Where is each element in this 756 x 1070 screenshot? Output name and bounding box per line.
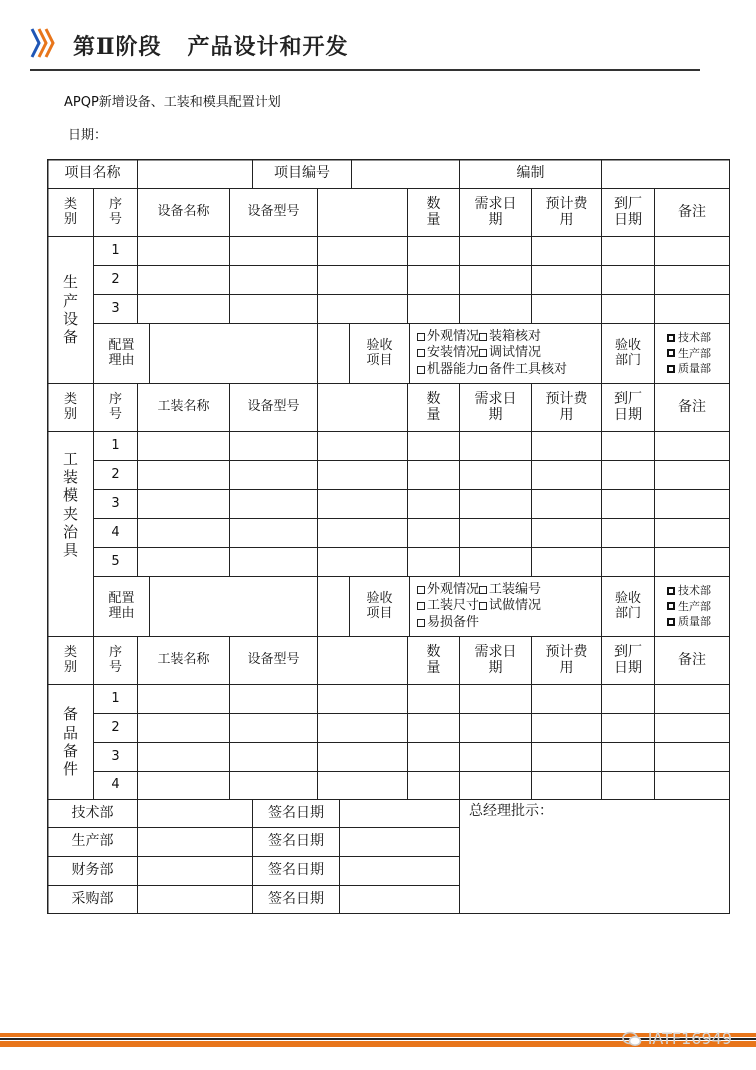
est-cost-header: 预计费 用	[545, 196, 588, 228]
checkbox[interactable]	[667, 349, 675, 357]
date-label: 日期：	[68, 128, 108, 143]
checkbox[interactable]	[667, 602, 675, 610]
acceptance-items-list	[417, 577, 601, 636]
remarks-header: 备注	[678, 203, 706, 220]
checkbox[interactable]	[667, 334, 675, 342]
label-char: 工	[62, 449, 78, 468]
equipment-name-header: 设备名称	[157, 204, 210, 220]
serial-header: 序 号	[108, 392, 122, 422]
arrival-header: 到厂 日期	[614, 391, 642, 423]
gm-approval-label: 总经理批示：	[469, 803, 553, 819]
section2-category-label	[48, 432, 93, 577]
category-header: 类 别	[63, 392, 77, 422]
label-char: 备	[62, 742, 78, 760]
dept-label: 质量部	[678, 362, 711, 376]
option-label: 工装尺寸	[427, 598, 480, 614]
arrival-header: 到厂 日期	[614, 644, 642, 676]
option-label: 备件工具核对	[489, 361, 568, 377]
label-char: 模	[62, 486, 78, 505]
category-header: 类 别	[63, 197, 77, 227]
serial-header: 序 号	[108, 197, 122, 227]
project-name-input[interactable]	[138, 160, 252, 188]
checkbox[interactable]	[417, 602, 425, 610]
checkbox[interactable]	[667, 587, 675, 595]
label-char: 备	[62, 705, 78, 724]
option-label: 外观情况	[427, 329, 480, 345]
header-chevrons-icon	[30, 26, 58, 60]
tooling-name-header: 工装名称	[157, 652, 210, 668]
option-label: 外观情况	[427, 582, 480, 598]
option-label: 安装情况	[427, 345, 480, 361]
sign-date-label: 签名日期	[268, 890, 324, 907]
watermark	[622, 1029, 732, 1048]
project-no-input[interactable]	[352, 160, 459, 188]
table-row-serial: 4	[111, 777, 120, 793]
table-row-serial: 3	[111, 748, 120, 764]
project-name-label: 项目名称	[64, 165, 121, 182]
checkbox[interactable]	[667, 365, 675, 373]
sign-date-label: 签名日期	[268, 804, 324, 821]
label-char: 件	[62, 760, 78, 779]
model-header: 设备型号	[247, 399, 300, 415]
checkbox[interactable]	[417, 619, 425, 627]
est-cost-header: 预计费 用	[545, 644, 588, 676]
table-row-serial: 2	[111, 271, 120, 287]
sign-dept-production: 生产部	[71, 833, 114, 850]
label-char: 生	[62, 273, 78, 292]
option-label: 易损备件	[427, 614, 480, 630]
option-label: 工装编号	[489, 582, 542, 598]
serial-header: 序 号	[108, 645, 122, 675]
label-char: 品	[62, 723, 78, 742]
dept-label: 技术部	[678, 584, 711, 598]
checkbox[interactable]	[479, 333, 487, 341]
acceptance-dept-list	[667, 324, 729, 383]
need-date-header: 需求日 期	[474, 196, 517, 228]
page-title: 第Ⅱ阶段 产品设计和开发	[73, 34, 349, 60]
checkbox[interactable]	[479, 586, 487, 594]
label-char: 治	[62, 522, 78, 541]
dept-label: 生产部	[678, 346, 711, 360]
label-char: 装	[62, 467, 78, 486]
dept-label: 质量部	[678, 615, 711, 629]
table-row-serial: 4	[111, 524, 120, 540]
document-subtitle: APQP新增设备、工装和模具配置计划	[64, 95, 281, 110]
table-row-serial: 2	[111, 466, 120, 482]
dept-label: 技术部	[678, 331, 711, 345]
prepared-input[interactable]	[602, 160, 729, 188]
table-row-serial: 3	[111, 495, 120, 511]
sign-dept-purchasing: 采购部	[71, 890, 114, 907]
model-header: 设备型号	[247, 204, 300, 220]
option-label: 装箱核对	[489, 329, 542, 345]
acceptance-dept-list	[667, 577, 729, 636]
label-char: 具	[62, 541, 78, 560]
config-reason-label: 配置 理由	[108, 338, 135, 368]
label-char: 夹	[62, 504, 78, 523]
table-row-serial: 3	[111, 300, 120, 316]
checkbox[interactable]	[417, 333, 425, 341]
est-cost-header: 预计费 用	[545, 391, 588, 423]
project-no-label: 项目编号	[274, 165, 330, 182]
qty-header: 数 量	[426, 391, 441, 423]
config-plan-form	[47, 159, 730, 914]
acceptance-dept-label: 验收 部门	[614, 338, 641, 368]
checkbox[interactable]	[417, 586, 425, 594]
acceptance-items-list	[417, 324, 601, 383]
qty-header: 数 量	[426, 644, 441, 676]
need-date-header: 需求日 期	[474, 644, 517, 676]
acceptance-items-label: 验收 项目	[366, 591, 393, 621]
label-char: 产	[62, 291, 78, 310]
section1-category-label	[48, 237, 93, 383]
checkbox[interactable]	[417, 366, 425, 374]
checkbox[interactable]	[479, 366, 487, 374]
table-row-serial: 5	[111, 553, 120, 569]
header-divider	[30, 69, 700, 71]
sign-dept-finance: 财务部	[71, 862, 114, 879]
table-row-serial: 1	[111, 437, 120, 453]
checkbox[interactable]	[479, 349, 487, 357]
arrival-header: 到厂 日期	[614, 196, 642, 228]
sign-dept-tech: 技术部	[71, 804, 114, 821]
label-char: 设	[62, 310, 78, 328]
checkbox[interactable]	[479, 602, 487, 610]
sign-date-label: 签名日期	[268, 833, 324, 850]
acceptance-items-label: 验收 项目	[366, 338, 393, 368]
section3-category-label	[48, 685, 93, 799]
config-reason-label: 配置 理由	[108, 591, 135, 621]
acceptance-dept-label: 验收 部门	[614, 591, 641, 621]
category-header: 类 别	[63, 645, 77, 675]
watermark-text: IATF16949	[647, 1029, 732, 1048]
option-label: 试做情况	[489, 598, 542, 614]
remarks-header: 备注	[678, 651, 706, 668]
table-row-serial: 2	[111, 719, 120, 735]
prepared-label: 编制	[516, 165, 545, 182]
dept-label: 生产部	[678, 599, 711, 613]
checkbox[interactable]	[417, 349, 425, 357]
wechat-icon	[622, 1031, 642, 1047]
option-label: 调试情况	[489, 345, 542, 361]
remarks-header: 备注	[678, 398, 706, 415]
label-char: 备	[62, 328, 78, 347]
sign-date-label: 签名日期	[268, 862, 324, 879]
form-grid	[47, 159, 730, 914]
tooling-name-header: 工装名称	[157, 399, 210, 415]
model-header: 设备型号	[247, 652, 300, 668]
checkbox[interactable]	[667, 618, 675, 626]
qty-header: 数 量	[426, 196, 441, 228]
need-date-header: 需求日 期	[474, 391, 517, 423]
table-row-serial: 1	[111, 690, 120, 706]
table-row-serial: 1	[111, 242, 120, 258]
option-label: 机器能力	[427, 361, 480, 377]
